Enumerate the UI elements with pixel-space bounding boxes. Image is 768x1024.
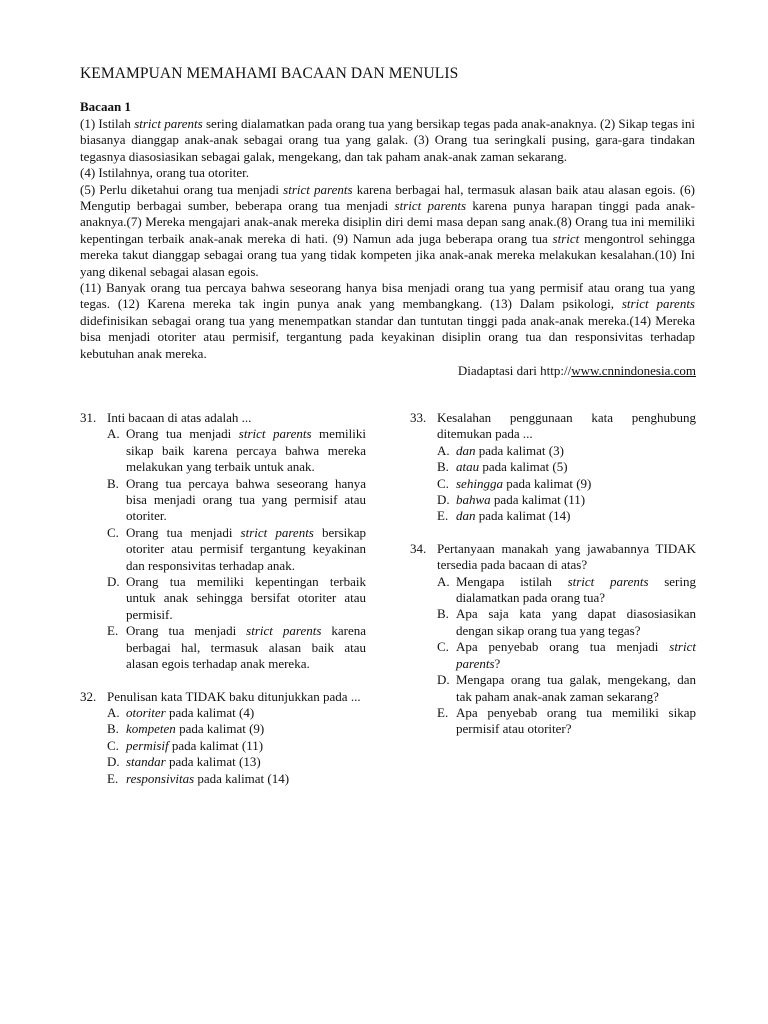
text-run: pada kalimat (11) bbox=[490, 492, 586, 508]
text-run: karena berbagai hal, termasuk alasan baik atau alasan egois. (6) Mengutip berbagai sumber, beberapa orang tua menjadi bbox=[80, 181, 695, 214]
answer-option-b bbox=[107, 476, 366, 525]
italic-term: otoriter bbox=[126, 704, 166, 720]
question-number: 32. bbox=[80, 688, 97, 704]
passage-paragraph bbox=[80, 182, 695, 280]
text-run: Apa saja kata yang dapat diasosiasikan dengan sikap orang tua yang tegas? bbox=[456, 606, 696, 638]
italic-term: sehingga bbox=[456, 475, 503, 491]
answer-option-c bbox=[107, 525, 366, 574]
option-letter: D. bbox=[437, 672, 450, 688]
text-run: Mengapa istilah bbox=[456, 573, 568, 589]
answer-option-b bbox=[437, 606, 696, 639]
option-text bbox=[456, 508, 696, 524]
answer-option-d bbox=[107, 574, 366, 623]
answer-option-d bbox=[437, 492, 696, 508]
italic-term: strict parents bbox=[456, 639, 696, 671]
text-run: pada kalimat (14) bbox=[194, 770, 290, 786]
italic-term: strict parents bbox=[394, 198, 467, 214]
answer-option-a bbox=[437, 574, 696, 607]
italic-term: responsivitas bbox=[126, 770, 195, 786]
option-text bbox=[126, 426, 366, 475]
answer-options bbox=[107, 426, 366, 672]
text-run: karena berbagai hal, termasuk alasan baik atau alasan egois terhadap anak mereka. bbox=[126, 623, 367, 672]
text-run: Orang tua percaya bahwa seseorang hanya bisa menjadi orang tua yang permisif atau otoriter. bbox=[126, 475, 366, 524]
question-33 bbox=[410, 410, 696, 525]
text-run: karena punya harapan tinggi pada anak-anaknya.(7) Mereka mengajari anak-anak mereka disiplin diri demi masa depan sang anak.(8) Orang tua ini memiliki kepentingan terbaik anak-anak mereka di hati. (9) Namun ada juga beberapa orang tua bbox=[80, 198, 696, 246]
text-run: pada kalimat (5) bbox=[479, 459, 568, 475]
italic-term: dan bbox=[456, 508, 476, 524]
answer-options bbox=[437, 574, 696, 738]
answer-options bbox=[437, 443, 696, 525]
answer-option-e bbox=[107, 623, 366, 672]
text-run: mengontrol sehingga mereka takut dianggap sebagai orang tua yang tidak kompeten jika anak-anak mereka melakukan kesalahan.(10) Ini yang dikenal sebagai alasan egois. bbox=[80, 230, 695, 279]
question-number: 31. bbox=[80, 410, 97, 425]
answer-option-a bbox=[107, 426, 366, 475]
question-number: 33. bbox=[410, 410, 427, 425]
italic-term: atau bbox=[456, 459, 480, 475]
text-run: Apa penyebab orang tua menjadi bbox=[456, 639, 670, 655]
text-run: (4) Istilahnya, orang tua otoriter. bbox=[80, 165, 249, 181]
text-run: Orang tua menjadi bbox=[126, 426, 239, 442]
text-run: (1) Istilah bbox=[80, 116, 135, 131]
italic-term: strict parents bbox=[240, 524, 314, 540]
passage-label: Bacaan 1 bbox=[80, 99, 131, 114]
answer-option-c bbox=[437, 476, 696, 492]
option-letter: E. bbox=[107, 770, 119, 786]
option-text bbox=[126, 771, 366, 787]
text-run: Inti bacaan di atas adalah ... bbox=[107, 410, 252, 425]
source-citation bbox=[458, 363, 696, 379]
option-letter: B. bbox=[107, 475, 119, 491]
question-text bbox=[437, 410, 696, 443]
passage-paragraph bbox=[80, 280, 695, 362]
text-run: memiliki sikap baik karena percaya bahwa mereka melakukan yang terbaik untuk anak. bbox=[126, 426, 366, 475]
question-31 bbox=[80, 410, 366, 673]
answer-option-d bbox=[107, 754, 366, 770]
option-text bbox=[126, 525, 366, 574]
text-run: Pertanyaan manakah yang jawabannya TIDAK tersedia pada bacaan di atas? bbox=[437, 540, 696, 573]
text-run: pada kalimat (14) bbox=[475, 508, 571, 524]
text-run: ? bbox=[494, 655, 501, 671]
questions-right-column bbox=[410, 410, 696, 754]
italic-term: strict parents bbox=[246, 623, 322, 639]
questions-left-column bbox=[80, 410, 366, 803]
option-text bbox=[456, 492, 696, 508]
option-letter: E. bbox=[437, 508, 449, 524]
option-text bbox=[456, 574, 696, 607]
question-text bbox=[107, 689, 366, 705]
italic-term: strict parents bbox=[567, 573, 649, 589]
answer-option-a bbox=[437, 443, 696, 459]
option-text bbox=[456, 705, 696, 738]
italic-term: strict parents bbox=[283, 181, 353, 197]
answer-options bbox=[107, 705, 366, 787]
option-letter: C. bbox=[437, 475, 449, 491]
text-run: pada kalimat (11) bbox=[168, 737, 264, 753]
text-run: pada kalimat (9) bbox=[175, 721, 265, 737]
option-letter: A. bbox=[107, 704, 120, 720]
option-text bbox=[126, 476, 366, 525]
option-letter: C. bbox=[107, 737, 119, 753]
text-run: Apa penyebab orang tua memiliki sikap permisif atau otoriter? bbox=[456, 704, 696, 737]
text-run: Mengapa orang tua galak, mengekang, dan tak paham anak-anak zaman sekarang? bbox=[456, 672, 696, 704]
option-text bbox=[126, 738, 366, 754]
document-title: KEMAMPUAN MEMAHAMI BACAAN DAN MENULIS bbox=[80, 65, 459, 82]
question-stem bbox=[80, 689, 366, 705]
option-letter: C. bbox=[437, 639, 449, 655]
italic-term: strict parents bbox=[238, 426, 312, 442]
italic-term: strict parents bbox=[134, 116, 203, 131]
source-link[interactable]: www.cnnindonesia.com bbox=[571, 363, 696, 378]
option-text bbox=[456, 639, 696, 672]
answer-option-e bbox=[437, 508, 696, 524]
italic-term: dan bbox=[456, 442, 476, 458]
text-run: sering dialamatkan pada orang tua yang bersikap tegas pada anak-anaknya. (2) Sikap tegas ini biasanya dianggap anak-anak sebagai orang tua yang galak. (3) Orang tua seringkali pusing, gara-gara tindakan tegasnya diasosiasikan sebagai galak, mengekang, dan tak paham anak-anak zaman sekarang. bbox=[80, 116, 696, 164]
question-stem bbox=[80, 410, 366, 426]
text-run: sering dialamatkan pada orang tua? bbox=[456, 573, 696, 606]
text-run: Orang tua menjadi bbox=[126, 623, 247, 639]
text-run: Orang tua memiliki kepentingan terbaik untuk anak sehingga bersifat otoriter atau permisif. bbox=[126, 574, 366, 622]
passage-text bbox=[80, 116, 695, 362]
italic-term: permisif bbox=[126, 737, 169, 753]
answer-option-c bbox=[437, 639, 696, 672]
option-text bbox=[456, 443, 696, 459]
text-run: pada kalimat (9) bbox=[502, 475, 592, 491]
option-letter: E. bbox=[107, 623, 119, 639]
question-text bbox=[107, 410, 366, 426]
option-text bbox=[126, 623, 366, 672]
question-number: 34. bbox=[410, 540, 427, 556]
option-text bbox=[456, 459, 696, 475]
source-prefix: Diadaptasi dari http:// bbox=[457, 363, 572, 378]
question-stem bbox=[410, 541, 696, 574]
option-text bbox=[456, 606, 696, 639]
text-run: (5) Perlu diketahui orang tua menjadi bbox=[80, 181, 284, 197]
question-text bbox=[437, 541, 696, 574]
option-letter: E. bbox=[437, 704, 449, 720]
text-run: (11) Banyak orang tua percaya bahwa seseorang hanya bisa menjadi orang tua yang permisif atau orang tua yang tegas. (12) Karena mereka tak ingin punya anak yang membangkang. (13) Dalam psikologi, bbox=[80, 280, 695, 312]
text-run: bersikap otoriter atau permisif tergantung keyakinan dan responsivitas terhadap anak. bbox=[126, 524, 367, 573]
text-run: pada kalimat (4) bbox=[165, 704, 255, 720]
text-run: Orang tua menjadi bbox=[126, 524, 241, 540]
option-text bbox=[126, 721, 366, 737]
text-run: Penulisan kata TIDAK baku ditunjukkan pada ... bbox=[107, 688, 361, 704]
text-run: pada kalimat (13) bbox=[165, 754, 261, 770]
answer-option-a bbox=[107, 705, 366, 721]
option-letter: B. bbox=[107, 721, 119, 737]
option-letter: D. bbox=[437, 492, 450, 508]
option-letter: D. bbox=[107, 754, 120, 770]
italic-term: standar bbox=[126, 754, 166, 770]
italic-term: strict bbox=[552, 230, 580, 246]
option-letter: D. bbox=[107, 574, 120, 590]
answer-option-d bbox=[437, 672, 696, 705]
passage-paragraph bbox=[80, 116, 695, 165]
italic-term: bahwa bbox=[456, 492, 491, 508]
option-text bbox=[126, 574, 366, 623]
option-letter: A. bbox=[107, 426, 120, 442]
option-letter: C. bbox=[107, 524, 119, 540]
option-letter: A. bbox=[437, 573, 450, 589]
question-stem bbox=[410, 410, 696, 443]
option-letter: B. bbox=[437, 459, 449, 475]
answer-option-e bbox=[107, 771, 366, 787]
text-run: didefinisikan sebagai orang tua yang menempatkan standar dan tuntutan tinggi pada anak-anak mereka.(14) Mereka bisa menjadi otoriter atau permisif, tergantung pada keyakinan disiplin orang tua dan responsivitas terhadap kebutuhan anak mereka. bbox=[80, 312, 695, 361]
option-text bbox=[126, 705, 366, 721]
text-run: Kesalahan penggunaan kata penghubung ditemukan pada ... bbox=[437, 410, 696, 442]
italic-term: strict parents bbox=[621, 296, 695, 312]
answer-option-b bbox=[107, 721, 366, 737]
answer-option-e bbox=[437, 705, 696, 738]
option-letter: A. bbox=[437, 442, 450, 458]
text-run: pada kalimat (3) bbox=[475, 442, 564, 458]
answer-option-c bbox=[107, 738, 366, 754]
question-34 bbox=[410, 541, 696, 738]
italic-term: kompeten bbox=[126, 721, 176, 737]
option-text bbox=[456, 476, 696, 492]
answer-option-b bbox=[437, 459, 696, 475]
question-32 bbox=[80, 689, 366, 787]
option-text bbox=[126, 754, 366, 770]
option-letter: B. bbox=[437, 606, 449, 622]
passage-paragraph bbox=[80, 165, 695, 181]
option-text bbox=[456, 672, 696, 705]
